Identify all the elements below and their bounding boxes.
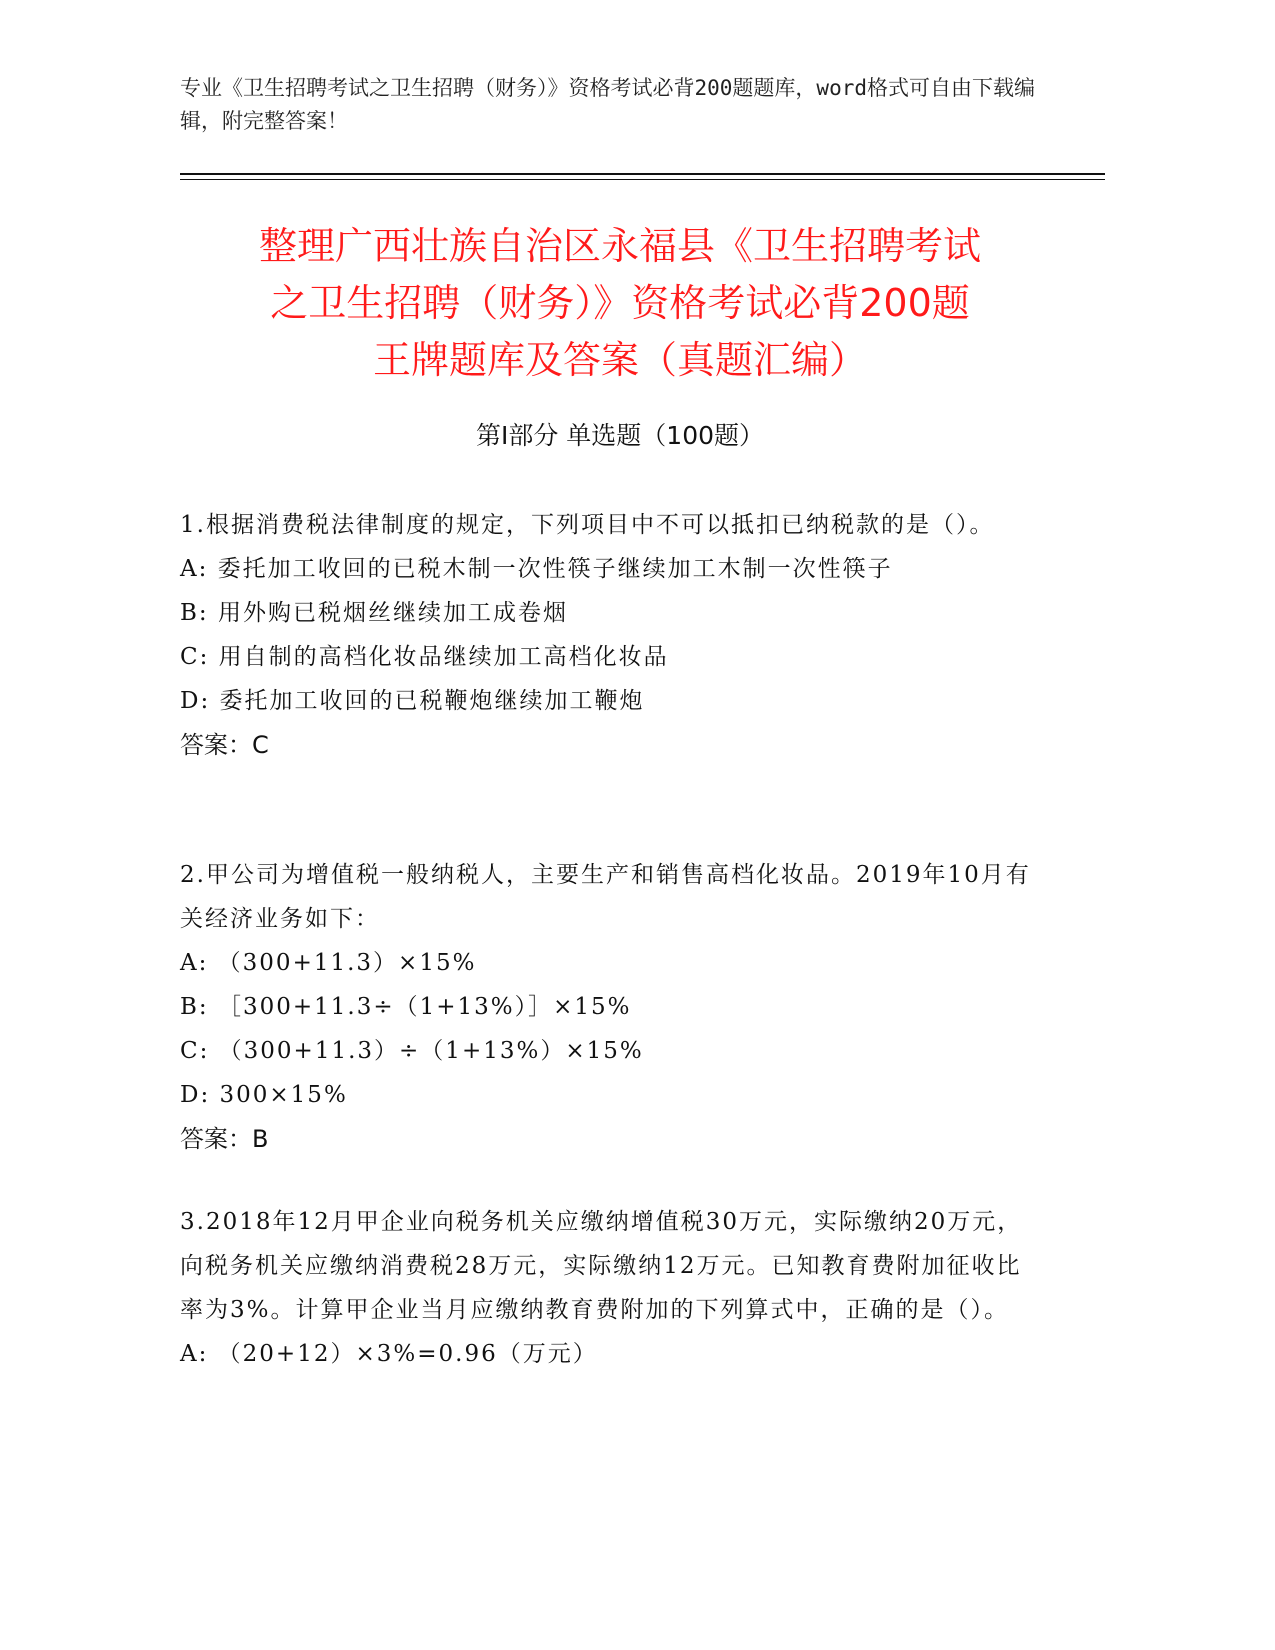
question-2	[180, 853, 1040, 1161]
option-a: A: （20+12）×3%=0.96（万元）	[180, 1341, 598, 1367]
option-c: C: 用自制的高档化妆品继续加工高档化妆品	[180, 644, 669, 670]
question-stem: 3.2018年12月甲企业向税务机关应缴纳增值税30万元，实际缴纳20万元，向税务机关应缴纳消费税28万元，实际缴纳12万元。已知教育费附加征收比率为3%。计算甲企业当月应缴纳教育费附加的下列算式中，正确的是（）。	[180, 1209, 1023, 1323]
question-stem: 1.根据消费税法律制度的规定，下列项目中不可以抵扣已纳税款的是（）。	[180, 512, 995, 538]
option-b: B: 用外购已税烟丝继续加工成卷烟	[180, 600, 568, 626]
title-line-1: 整理广西壮族自治区永福县《卫生招聘考试	[258, 224, 981, 268]
option-a: A: （300+11.3）×15%	[180, 950, 477, 976]
question-3	[180, 1200, 1040, 1376]
header-divider-thick	[180, 173, 1105, 175]
document-title	[180, 218, 1060, 389]
answer: 答案：B	[180, 1125, 269, 1153]
answer: 答案：C	[180, 731, 269, 759]
section-heading: 第Ⅰ部分 单选题（100题）	[475, 421, 765, 450]
option-a: A: 委托加工收回的已税木制一次性筷子继续加工木制一次性筷子	[180, 556, 893, 582]
option-b: B: ［300+11.3÷（1+13%）］×15%	[180, 994, 632, 1020]
title-line-3: 王牌题库及答案（真题汇编）	[372, 338, 867, 382]
header-divider-thin	[180, 179, 1105, 180]
option-d: D: 委托加工收回的已税鞭炮继续加工鞭炮	[180, 688, 645, 714]
title-line-2: 之卫生招聘（财务）》资格考试必背200题	[270, 281, 970, 325]
option-d: D: 300×15%	[180, 1082, 348, 1108]
option-c: C: （300+11.3）÷（1+13%）×15%	[180, 1038, 644, 1064]
question-1	[180, 503, 1040, 767]
header-note: 专业《卫生招聘考试之卫生招聘（财务）》资格考试必背200题题库，word格式可自由下载编辑，附完整答案！	[180, 76, 1035, 133]
question-stem: 2.甲公司为增值税一般纳税人，主要生产和销售高档化妆品。2019年10月有关经济业务如下：	[180, 862, 1031, 932]
